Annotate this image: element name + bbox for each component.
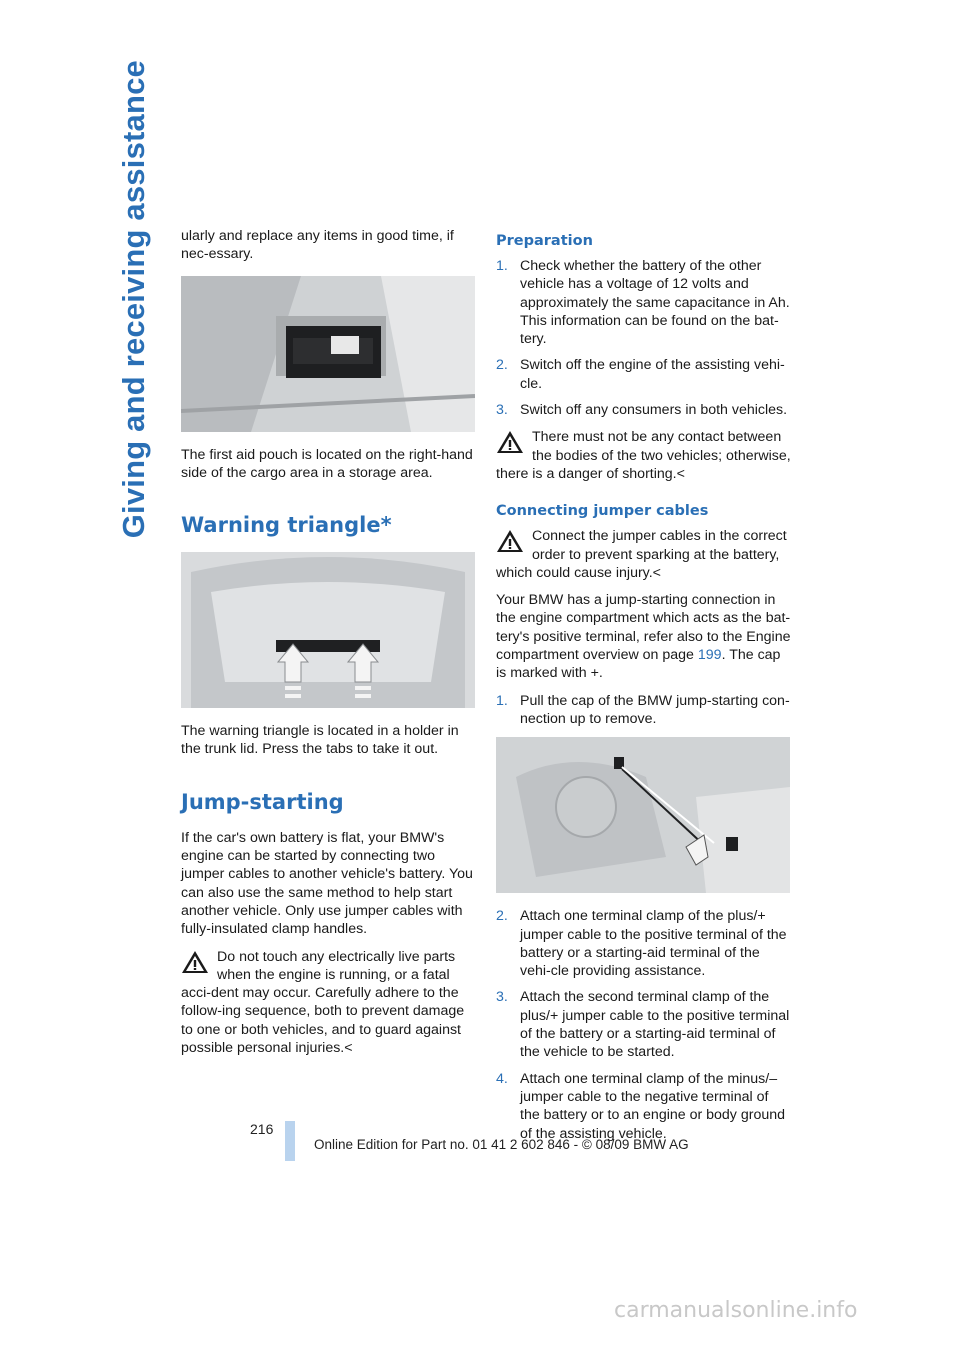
connect-steps (496, 907, 792, 1143)
jump-connection-figure (496, 737, 790, 893)
intro-text: ularly and replace any items in good time, if nec-essary. (181, 228, 454, 263)
list-item: 3. Switch off any consumers in both vehicles. (496, 402, 788, 419)
jump-starting-heading: Jump-starting (181, 789, 344, 814)
list-item: 1. Check whether the battery of the other vehicle has a voltage of 12 volts and approximately the same capacitance in Ah. This information can be found on the bat-tery. (496, 258, 790, 348)
warning-triangle-figure (181, 552, 475, 708)
jump-warning-text: Do not touch any electrically live parts when the engine is running, or a fatal acci-dent may occur. Carefully adhere to the follow-ing sequence, both to prevent damage to one or both vehicles, and to guard against possible personal injuries.< (181, 948, 465, 1057)
connect-step-1 (496, 692, 792, 729)
list-item: 3. Attach the second terminal clamp of the plus/+ jumper cable to the positive terminal of the battery or a starting-aid terminal of the vehicle to be started. (496, 989, 790, 1061)
jump-warning-note (181, 948, 477, 1058)
connect-text: Your BMW has a jump-starting connection in the engine compartment which acts as the bat-tery's positive terminal, refer also to the Engine compartment overview on page 199. The cap is marked with +. (496, 592, 791, 682)
left-column (181, 227, 477, 1066)
connect-warning-note (496, 527, 792, 582)
first-aid-caption: The first aid pouch is located on the right-hand side of the cargo area in a storage area. (181, 446, 473, 481)
list-item: 1. Pull the cap of the BMW jump-starting con-nection up to remove. (496, 692, 790, 727)
footer-accent-bar (285, 1121, 295, 1161)
list-item: 2. Attach one terminal clamp of the plus/+ jumper cable to the positive terminal of the battery or a starting-aid terminal of the vehi-cle providing assistance. (496, 908, 787, 980)
connect-warning-text: Connect the jumper cables in the correct order to prevent sparking at the battery, which could cause injury.< (496, 528, 787, 581)
list-item: 2. Switch off the engine of the assisting vehi-cle. (496, 357, 785, 392)
warning-triangle-caption: The warning triangle is located in a holder in the trunk lid. Press the tabs to take it out. (181, 723, 459, 758)
watermark-text: carmanualsonline.info (614, 1298, 858, 1323)
preparation-steps (496, 257, 792, 419)
page-number: 216 (250, 1121, 274, 1137)
list-item: 4. Attach one terminal clamp of the minus/– jumper cable to the negative terminal of the battery or to an engine or body ground of the assisting vehicle. (496, 1070, 786, 1142)
prep-warning-text: There must not be any contact between the bodies of the two vehicles; otherwise, there is a danger of shorting.< (496, 429, 791, 482)
warning-icon (496, 430, 524, 454)
jump-starting-text: If the car's own battery is flat, your BMW's engine can be started by connecting two jumper cables to another vehicle's battery. You can also use the same method to help start another vehicle. Only use jumper cables with fully-insulated clamp handles. (181, 829, 473, 938)
right-column (496, 227, 792, 1152)
warning-icon (181, 950, 209, 974)
preparation-heading: Preparation (496, 233, 593, 249)
chapter-sidebar-title (112, 60, 156, 1110)
warning-triangle-heading: Warning triangle* (181, 513, 392, 538)
edition-text: Online Edition for Part no. 01 41 2 602 846 - © 08/09 BMW AG (314, 1137, 689, 1152)
page-reference-link[interactable]: 199 (697, 647, 722, 664)
connecting-heading: Connecting jumper cables (496, 503, 709, 520)
first-aid-figure (181, 276, 475, 432)
chapter-title: Giving and receiving assistance (116, 60, 151, 539)
warning-icon (496, 529, 524, 553)
prep-warning-note (496, 428, 792, 483)
